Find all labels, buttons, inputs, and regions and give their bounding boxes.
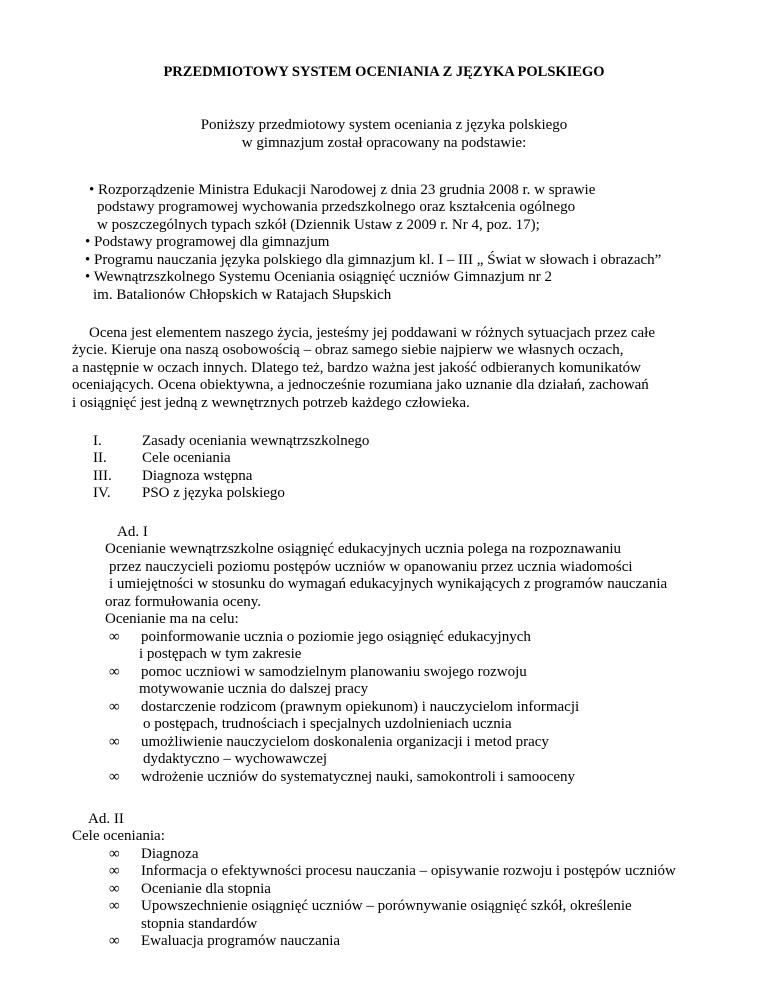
- basis-line: • Rozporządzenie Ministra Edukacji Narodowej z dnia 23 grudnia 2008 r. w sprawie: [89, 182, 596, 198]
- goal-text: dostarczenie rodzicom (prawnym opiekunom) i nauczycielom informacji: [141, 699, 580, 715]
- toc-number: II.: [93, 450, 107, 466]
- infinity-bullet-icon: ∞: [109, 863, 120, 879]
- goal-item: [109, 664, 527, 682]
- section-text-line: Ocenianie wewnątrzszkolne osiągnięć edukacyjnych ucznia polega na rozpoznawaniu: [105, 541, 622, 557]
- goal-item: [109, 734, 549, 752]
- goal-text: poinformowanie ucznia o poziomie jego osiągnięć edukacyjnych: [141, 629, 531, 645]
- basis-line: • Programu nauczania języka polskiego dla gimnazjum kl. I – III „ Świat w słowach i obrazach”: [85, 252, 662, 268]
- paragraph-line: życie. Kieruje ona naszą osobowością – obraz samego siebie najpierw we własnych oczach,: [72, 342, 624, 358]
- toc-item: [93, 433, 369, 451]
- section-text-line: oraz formułowania oceny.: [105, 594, 262, 610]
- infinity-bullet-icon: ∞: [109, 898, 120, 914]
- objective-continuation: stopnia standardów: [141, 916, 258, 932]
- infinity-bullet-icon: ∞: [109, 769, 120, 785]
- toc-item: [93, 485, 285, 503]
- basis-line: im. Batalionów Chłopskich w Ratajach Słupskich: [93, 287, 392, 303]
- toc-item: [93, 468, 252, 486]
- section-heading-ad1: Ad. I: [117, 524, 148, 540]
- intro-line: Poniższy przedmiotowy system oceniania z języka polskiego: [200, 117, 568, 133]
- infinity-bullet-icon: ∞: [109, 699, 120, 715]
- objective-item: [109, 863, 676, 881]
- basis-line: • Wewnątrzszkolnego Systemu Oceniania osiągnięć uczniów Gimnazjum nr 2: [85, 269, 552, 285]
- infinity-bullet-icon: ∞: [109, 881, 120, 897]
- objective-item: [109, 881, 271, 899]
- paragraph-line: i osiągnięć jest jedną z wewnętrznych potrzeb każdego człowieka.: [72, 395, 470, 411]
- toc-number: IV.: [93, 485, 111, 501]
- toc-label: PSO z języka polskiego: [142, 485, 285, 501]
- section-text-line: przez nauczycieli poziomu postępów uczniów w opanowaniu przez ucznia wiadomości: [109, 559, 633, 575]
- paragraph-line: a następnie w oczach innych. Dlatego też, bardzo ważna jest jakość odbieranych komunikatów: [72, 360, 641, 376]
- goal-continuation: motywowanie ucznia do dalszej pracy: [139, 681, 369, 697]
- goal-text: pomoc uczniowi w samodzielnym planowaniu swojego rozwoju: [141, 664, 527, 680]
- section-text-line: i umiejętności w stosunku do wymagań edukacyjnych wynikających z programów nauczania: [109, 576, 668, 592]
- toc-label: Cele oceniania: [142, 450, 231, 466]
- objective-text: Informacja o efektywności procesu nauczania – opisywanie rozwoju i postępów uczniów: [141, 863, 676, 879]
- objective-text: Ewaluacja programów nauczania: [141, 933, 341, 949]
- goal-item: [109, 699, 579, 717]
- document-title: PRZEDMIOTOWY SYSTEM OCENIANIA Z JĘZYKA POLSKIEGO: [163, 64, 605, 80]
- infinity-bullet-icon: ∞: [109, 629, 120, 645]
- goal-continuation: dydaktyczno – wychowawczej: [143, 751, 328, 767]
- intro-text: [0, 117, 768, 152]
- objective-text: Ocenianie dla stopnia: [141, 881, 271, 897]
- goal-continuation: o postępach, trudnościach i specjalnych uzdolnieniach ucznia: [143, 716, 512, 732]
- toc-number: I.: [93, 433, 102, 449]
- intro-line: w gimnazjum został opracowany na podstawie:: [241, 134, 527, 151]
- infinity-bullet-icon: ∞: [109, 734, 120, 750]
- infinity-bullet-icon: ∞: [109, 664, 120, 680]
- section-heading-ad2: Ad. II: [88, 811, 124, 827]
- paragraph-line: oceniających. Ocena obiektywna, a jednocześnie rozumiana jako uznanie dla działań, zachowań: [72, 377, 649, 393]
- toc-number: III.: [93, 468, 112, 484]
- goal-text: umożliwienie nauczycielom doskonalenia organizacji i metod pracy: [141, 734, 549, 750]
- objective-text: Upowszechnienie osiągnięć uczniów – porównywanie osiągnięć szkół, określenie: [141, 898, 632, 914]
- goals-label: Ocenianie ma na celu:: [105, 611, 239, 627]
- goal-item: [109, 629, 531, 647]
- infinity-bullet-icon: ∞: [109, 933, 120, 949]
- basis-line: • Podstawy programowej dla gimnazjum: [85, 234, 330, 250]
- objective-item: [109, 846, 198, 864]
- objective-item: [109, 898, 632, 916]
- infinity-bullet-icon: ∞: [109, 846, 120, 862]
- objective-text: Diagnoza: [141, 846, 199, 862]
- toc-label: Diagnoza wstępna: [142, 468, 253, 484]
- objectives-label: Cele oceniania:: [72, 828, 165, 844]
- toc-item: [93, 450, 231, 468]
- objective-item: [109, 933, 340, 951]
- paragraph-line: Ocena jest elementem naszego życia, jesteśmy jej poddawani w różnych sytuacjach przez całe: [89, 325, 655, 341]
- goal-text: wdrożenie uczniów do systematycznej nauki, samokontroli i samooceny: [141, 769, 576, 785]
- goal-continuation: i postępach w tym zakresie: [139, 646, 302, 662]
- basis-line: w poszczególnych typach szkół (Dziennik Ustaw z 2009 r. Nr 4, poz. 17);: [97, 217, 540, 233]
- toc-label: Zasady oceniania wewnątrzszkolnego: [142, 433, 370, 449]
- basis-line: podstawy programowej wychowania przedszkolnego oraz kształcenia ogólnego: [97, 199, 576, 215]
- goal-item: [109, 769, 575, 787]
